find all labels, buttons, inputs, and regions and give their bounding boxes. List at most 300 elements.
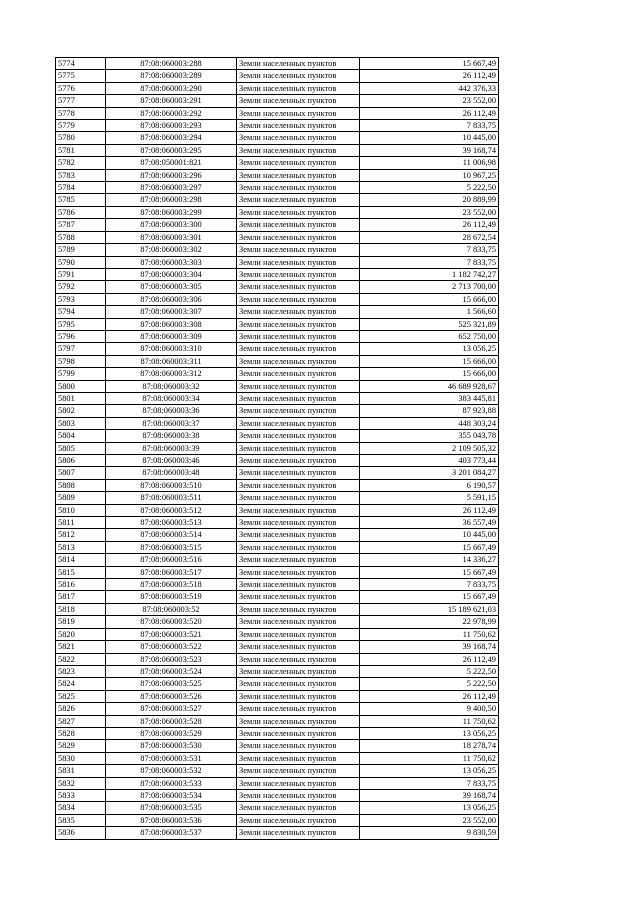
row-number-cell: 5810 <box>56 504 106 516</box>
cadastral-number-cell: 87:08:060003:520 <box>106 616 237 628</box>
cadastral-number-cell: 87:08:060003:526 <box>106 690 237 702</box>
table-row <box>56 616 499 628</box>
row-number-cell: 5807 <box>56 467 106 479</box>
land-category-cell: Земли населенных пунктов <box>237 169 360 181</box>
cadastral-value-cell: 448 303,24 <box>360 417 499 429</box>
land-category-cell: Земли населенных пунктов <box>237 653 360 665</box>
row-number-cell: 5803 <box>56 417 106 429</box>
cadastral-number-cell: 87:08:060003:310 <box>106 343 237 355</box>
row-number-cell: 5815 <box>56 566 106 578</box>
cadastral-number-cell: 87:08:060003:300 <box>106 219 237 231</box>
row-number-cell: 5821 <box>56 641 106 653</box>
table-row <box>56 678 499 690</box>
row-number-cell: 5830 <box>56 752 106 764</box>
cadastral-number-cell: 87:08:060003:515 <box>106 541 237 553</box>
row-number-cell: 5829 <box>56 740 106 752</box>
land-category-cell: Земли населенных пунктов <box>237 455 360 467</box>
cadastral-number-cell: 87:08:060003:36 <box>106 405 237 417</box>
land-category-cell: Земли населенных пунктов <box>237 504 360 516</box>
land-category-cell: Земли населенных пунктов <box>237 814 360 826</box>
row-number-cell: 5799 <box>56 368 106 380</box>
table-row <box>56 641 499 653</box>
land-category-cell: Земли населенных пунктов <box>237 467 360 479</box>
cadastral-value-cell: 15 667,49 <box>360 591 499 603</box>
row-number-cell: 5802 <box>56 405 106 417</box>
cadastral-number-cell: 87:08:060003:295 <box>106 144 237 156</box>
cadastral-number-cell: 87:08:060003:312 <box>106 368 237 380</box>
row-number-cell: 5813 <box>56 541 106 553</box>
row-number-cell: 5817 <box>56 591 106 603</box>
table-row <box>56 740 499 752</box>
cadastral-number-cell: 87:08:060003:299 <box>106 206 237 218</box>
table-row <box>56 330 499 342</box>
row-number-cell: 5785 <box>56 194 106 206</box>
table-row <box>56 132 499 144</box>
cadastral-number-cell: 87:08:060003:517 <box>106 566 237 578</box>
cadastral-value-cell: 7 833,75 <box>360 579 499 591</box>
cadastral-number-cell: 87:08:060003:510 <box>106 479 237 491</box>
cadastral-number-cell: 87:08:060003:291 <box>106 95 237 107</box>
cadastral-value-cell: 1 182 742,27 <box>360 268 499 280</box>
cadastral-number-cell: 87:08:060003:534 <box>106 789 237 801</box>
table-row <box>56 504 499 516</box>
cadastral-value-cell: 652 750,00 <box>360 330 499 342</box>
land-category-cell: Земли населенных пунктов <box>237 789 360 801</box>
land-category-cell: Земли населенных пунктов <box>237 306 360 318</box>
land-category-cell: Земли населенных пунктов <box>237 219 360 231</box>
row-number-cell: 5823 <box>56 665 106 677</box>
cadastral-value-cell: 383 445,81 <box>360 392 499 404</box>
cadastral-value-cell: 13 056,25 <box>360 343 499 355</box>
land-category-cell: Земли населенных пунктов <box>237 616 360 628</box>
cadastral-value-cell: 5 591,15 <box>360 492 499 504</box>
cadastral-value-cell: 36 557,49 <box>360 517 499 529</box>
land-category-cell: Земли населенных пунктов <box>237 566 360 578</box>
row-number-cell: 5809 <box>56 492 106 504</box>
table-row <box>56 479 499 491</box>
table-row <box>56 182 499 194</box>
land-category-cell: Земли населенных пунктов <box>237 827 360 839</box>
cadastral-value-cell: 13 056,25 <box>360 727 499 739</box>
row-number-cell: 5833 <box>56 789 106 801</box>
cadastral-number-cell: 87:08:060003:531 <box>106 752 237 764</box>
row-number-cell: 5824 <box>56 678 106 690</box>
land-category-cell: Земли населенных пунктов <box>237 579 360 591</box>
cadastral-number-cell: 87:08:060003:516 <box>106 554 237 566</box>
land-category-cell: Земли населенных пунктов <box>237 727 360 739</box>
table-row <box>56 355 499 367</box>
row-number-cell: 5836 <box>56 827 106 839</box>
land-category-cell: Земли населенных пунктов <box>237 541 360 553</box>
cadastral-value-cell: 46 689 928,67 <box>360 380 499 392</box>
cadastral-value-cell: 3 201 084,27 <box>360 467 499 479</box>
cadastral-number-cell: 87:08:060003:289 <box>106 70 237 82</box>
table-row <box>56 529 499 541</box>
row-number-cell: 5832 <box>56 777 106 789</box>
table-row <box>56 814 499 826</box>
row-number-cell: 5781 <box>56 144 106 156</box>
table-row <box>56 293 499 305</box>
row-number-cell: 5797 <box>56 343 106 355</box>
cadastral-number-cell: 87:08:060003:305 <box>106 281 237 293</box>
cadastral-value-cell: 10 445,00 <box>360 132 499 144</box>
cadastral-number-cell: 87:08:060003:37 <box>106 417 237 429</box>
row-number-cell: 5820 <box>56 628 106 640</box>
cadastral-number-cell: 87:08:060003:294 <box>106 132 237 144</box>
land-category-cell: Земли населенных пунктов <box>237 628 360 640</box>
cadastral-number-cell: 87:08:050001:821 <box>106 157 237 169</box>
table-row <box>56 244 499 256</box>
row-number-cell: 5816 <box>56 579 106 591</box>
row-number-cell: 5818 <box>56 603 106 615</box>
land-category-cell: Земли населенных пунктов <box>237 591 360 603</box>
row-number-cell: 5796 <box>56 330 106 342</box>
land-category-cell: Земли населенных пунктов <box>237 82 360 94</box>
land-category-cell: Земли населенных пунктов <box>237 752 360 764</box>
land-category-cell: Земли населенных пунктов <box>237 690 360 702</box>
cadastral-value-cell: 5 222,50 <box>360 665 499 677</box>
cadastral-value-cell: 15 666,00 <box>360 368 499 380</box>
cadastral-value-cell: 11 750,62 <box>360 752 499 764</box>
cadastral-number-cell: 87:08:060003:523 <box>106 653 237 665</box>
cadastral-value-cell: 10 445,00 <box>360 529 499 541</box>
cadastral-number-cell: 87:08:060003:290 <box>106 82 237 94</box>
cadastral-number-cell: 87:08:060003:301 <box>106 231 237 243</box>
land-category-cell: Земли населенных пунктов <box>237 157 360 169</box>
table-row <box>56 343 499 355</box>
table-row <box>56 492 499 504</box>
land-category-cell: Земли населенных пунктов <box>237 231 360 243</box>
land-category-cell: Земли населенных пунктов <box>237 678 360 690</box>
cadastral-value-cell: 10 967,25 <box>360 169 499 181</box>
row-number-cell: 5822 <box>56 653 106 665</box>
cadastral-value-cell: 23 552,00 <box>360 814 499 826</box>
cadastral-value-cell: 22 978,99 <box>360 616 499 628</box>
row-number-cell: 5812 <box>56 529 106 541</box>
row-number-cell: 5786 <box>56 206 106 218</box>
row-number-cell: 5778 <box>56 107 106 119</box>
cadastral-number-cell: 87:08:060003:518 <box>106 579 237 591</box>
cadastral-value-cell: 525 321,89 <box>360 318 499 330</box>
row-number-cell: 5789 <box>56 244 106 256</box>
table-row <box>56 219 499 231</box>
cadastral-number-cell: 87:08:060003:537 <box>106 827 237 839</box>
cadastral-value-cell: 11 750,62 <box>360 715 499 727</box>
cadastral-value-cell: 1 566,60 <box>360 306 499 318</box>
row-number-cell: 5834 <box>56 802 106 814</box>
cadastral-number-cell: 87:08:060003:528 <box>106 715 237 727</box>
land-category-cell: Земли населенных пунктов <box>237 392 360 404</box>
table-row <box>56 392 499 404</box>
cadastral-value-cell: 23 552,00 <box>360 206 499 218</box>
row-number-cell: 5835 <box>56 814 106 826</box>
row-number-cell: 5779 <box>56 120 106 132</box>
row-number-cell: 5775 <box>56 70 106 82</box>
table-row <box>56 194 499 206</box>
cadastral-value-cell: 20 889,99 <box>360 194 499 206</box>
row-number-cell: 5783 <box>56 169 106 181</box>
land-category-cell: Земли населенных пунктов <box>237 95 360 107</box>
table-row <box>56 82 499 94</box>
land-category-cell: Земли населенных пунктов <box>237 492 360 504</box>
table-row <box>56 368 499 380</box>
table-row <box>56 827 499 839</box>
land-category-cell: Земли населенных пунктов <box>237 318 360 330</box>
cadastral-number-cell: 87:08:060003:306 <box>106 293 237 305</box>
table-row <box>56 157 499 169</box>
table-row <box>56 405 499 417</box>
cadastral-value-cell: 9 400,50 <box>360 703 499 715</box>
cadastral-number-cell: 87:08:060003:302 <box>106 244 237 256</box>
land-category-cell: Земли населенных пунктов <box>237 765 360 777</box>
cadastral-number-cell: 87:08:060003:309 <box>106 330 237 342</box>
table-row <box>56 467 499 479</box>
row-number-cell: 5825 <box>56 690 106 702</box>
table-row <box>56 70 499 82</box>
table-row <box>56 417 499 429</box>
row-number-cell: 5792 <box>56 281 106 293</box>
row-number-cell: 5774 <box>56 58 106 70</box>
row-number-cell: 5826 <box>56 703 106 715</box>
land-category-cell: Земли населенных пунктов <box>237 715 360 727</box>
cadastral-number-cell: 87:08:060003:513 <box>106 517 237 529</box>
table-row <box>56 628 499 640</box>
table-row <box>56 752 499 764</box>
cadastral-value-cell: 39 168,74 <box>360 144 499 156</box>
row-number-cell: 5811 <box>56 517 106 529</box>
row-number-cell: 5819 <box>56 616 106 628</box>
land-category-cell: Земли населенных пунктов <box>237 740 360 752</box>
table-row <box>56 169 499 181</box>
cadastral-number-cell: 87:08:060003:512 <box>106 504 237 516</box>
cadastral-number-cell: 87:08:060003:48 <box>106 467 237 479</box>
table-row <box>56 306 499 318</box>
table-row <box>56 268 499 280</box>
table-row <box>56 95 499 107</box>
cadastral-value-cell: 9 830,59 <box>360 827 499 839</box>
land-category-cell: Земли населенных пунктов <box>237 281 360 293</box>
table-row <box>56 765 499 777</box>
row-number-cell: 5782 <box>56 157 106 169</box>
row-number-cell: 5814 <box>56 554 106 566</box>
cadastral-value-cell: 26 112,49 <box>360 107 499 119</box>
cadastral-value-cell: 26 112,49 <box>360 504 499 516</box>
cadastral-value-cell: 7 833,75 <box>360 777 499 789</box>
cadastral-value-cell: 26 112,49 <box>360 219 499 231</box>
table-row <box>56 690 499 702</box>
cadastral-number-cell: 87:08:060003:535 <box>106 802 237 814</box>
cadastral-value-cell: 26 112,49 <box>360 70 499 82</box>
cadastral-number-cell: 87:08:060003:522 <box>106 641 237 653</box>
row-number-cell: 5828 <box>56 727 106 739</box>
row-number-cell: 5791 <box>56 268 106 280</box>
cadastral-number-cell: 87:08:060003:519 <box>106 591 237 603</box>
table-row <box>56 653 499 665</box>
land-category-cell: Земли населенных пунктов <box>237 380 360 392</box>
land-category-cell: Земли населенных пунктов <box>237 430 360 442</box>
cadastral-value-cell: 18 278,74 <box>360 740 499 752</box>
cadastral-number-cell: 87:08:060003:521 <box>106 628 237 640</box>
cadastral-value-cell: 2 109 505,32 <box>360 442 499 454</box>
cadastral-value-cell: 2 713 700,00 <box>360 281 499 293</box>
table-row <box>56 455 499 467</box>
land-category-cell: Земли населенных пунктов <box>237 206 360 218</box>
land-category-cell: Земли населенных пунктов <box>237 517 360 529</box>
cadastral-value-cell: 13 056,25 <box>360 802 499 814</box>
row-number-cell: 5784 <box>56 182 106 194</box>
table-row <box>56 120 499 132</box>
land-category-cell: Земли населенных пунктов <box>237 442 360 454</box>
land-category-cell: Земли населенных пунктов <box>237 343 360 355</box>
row-number-cell: 5788 <box>56 231 106 243</box>
row-number-cell: 5805 <box>56 442 106 454</box>
cadastral-number-cell: 87:08:060003:311 <box>106 355 237 367</box>
cadastral-number-cell: 87:08:060003:298 <box>106 194 237 206</box>
cadastral-value-cell: 7 833,75 <box>360 256 499 268</box>
land-category-cell: Земли населенных пунктов <box>237 368 360 380</box>
table-row <box>56 318 499 330</box>
row-number-cell: 5808 <box>56 479 106 491</box>
land-category-cell: Земли населенных пунктов <box>237 777 360 789</box>
cadastral-number-cell: 87:08:060003:529 <box>106 727 237 739</box>
table-row <box>56 802 499 814</box>
cadastral-number-cell: 87:08:060003:46 <box>106 455 237 467</box>
table-row <box>56 144 499 156</box>
cadastral-value-cell: 355 043,78 <box>360 430 499 442</box>
table-row <box>56 256 499 268</box>
table-row <box>56 107 499 119</box>
cadastral-value-cell: 11 750,62 <box>360 628 499 640</box>
land-category-cell: Земли населенных пунктов <box>237 268 360 280</box>
table-body <box>56 58 499 840</box>
cadastral-value-cell: 15 667,49 <box>360 541 499 553</box>
table-row <box>56 58 499 70</box>
row-number-cell: 5776 <box>56 82 106 94</box>
cadastral-number-cell: 87:08:060003:533 <box>106 777 237 789</box>
table-row <box>56 665 499 677</box>
row-number-cell: 5790 <box>56 256 106 268</box>
cadastral-value-cell: 15 667,49 <box>360 58 499 70</box>
table-row <box>56 430 499 442</box>
cadastral-value-cell: 26 112,49 <box>360 690 499 702</box>
row-number-cell: 5801 <box>56 392 106 404</box>
cadastral-number-cell: 87:08:060003:303 <box>106 256 237 268</box>
land-category-cell: Земли населенных пунктов <box>237 58 360 70</box>
cadastral-value-cell: 442 376,33 <box>360 82 499 94</box>
table-row <box>56 281 499 293</box>
cadastral-number-cell: 87:08:060003:525 <box>106 678 237 690</box>
row-number-cell: 5827 <box>56 715 106 727</box>
cadastral-value-cell: 15 667,49 <box>360 566 499 578</box>
table-row <box>56 591 499 603</box>
land-category-cell: Земли населенных пунктов <box>237 330 360 342</box>
cadastral-number-cell: 87:08:060003:39 <box>106 442 237 454</box>
row-number-cell: 5780 <box>56 132 106 144</box>
cadastral-value-cell: 14 336,27 <box>360 554 499 566</box>
table-row <box>56 727 499 739</box>
cadastral-number-cell: 87:08:060003:532 <box>106 765 237 777</box>
cadastral-value-cell: 5 222,50 <box>360 678 499 690</box>
table-row <box>56 703 499 715</box>
cadastral-value-cell: 15 666,00 <box>360 355 499 367</box>
cadastral-number-cell: 87:08:060003:511 <box>106 492 237 504</box>
table-row <box>56 442 499 454</box>
land-category-cell: Земли населенных пунктов <box>237 144 360 156</box>
table-row <box>56 566 499 578</box>
table-row <box>56 206 499 218</box>
cadastral-value-cell: 15 666,00 <box>360 293 499 305</box>
cadastral-number-cell: 87:08:060003:292 <box>106 107 237 119</box>
cadastral-value-cell: 39 168,74 <box>360 641 499 653</box>
land-category-cell: Земли населенных пунктов <box>237 256 360 268</box>
land-category-cell: Земли населенных пунктов <box>237 802 360 814</box>
cadastral-value-cell: 39 168,74 <box>360 789 499 801</box>
land-category-cell: Земли населенных пунктов <box>237 603 360 615</box>
cadastral-value-cell: 6 190,57 <box>360 479 499 491</box>
row-number-cell: 5800 <box>56 380 106 392</box>
table-row <box>56 554 499 566</box>
table-row <box>56 517 499 529</box>
table-row <box>56 231 499 243</box>
cadastral-number-cell: 87:08:060003:536 <box>106 814 237 826</box>
land-category-cell: Земли населенных пунктов <box>237 665 360 677</box>
row-number-cell: 5795 <box>56 318 106 330</box>
land-category-cell: Земли населенных пунктов <box>237 132 360 144</box>
table-row <box>56 777 499 789</box>
cadastral-number-cell: 87:08:060003:304 <box>106 268 237 280</box>
land-category-cell: Земли населенных пунктов <box>237 554 360 566</box>
table-row <box>56 541 499 553</box>
cadastral-value-cell: 87 923,88 <box>360 405 499 417</box>
cadastral-number-cell: 87:08:060003:524 <box>106 665 237 677</box>
cadastral-value-cell: 23 552,00 <box>360 95 499 107</box>
land-category-cell: Земли населенных пунктов <box>237 182 360 194</box>
cadastral-number-cell: 87:08:060003:38 <box>106 430 237 442</box>
cadastral-number-cell: 87:08:060003:293 <box>106 120 237 132</box>
cadastral-value-cell: 11 006,98 <box>360 157 499 169</box>
land-category-cell: Земли населенных пунктов <box>237 293 360 305</box>
cadastral-number-cell: 87:08:060003:297 <box>106 182 237 194</box>
land-category-cell: Земли населенных пунктов <box>237 355 360 367</box>
cadastral-value-cell: 13 056,25 <box>360 765 499 777</box>
land-category-cell: Земли населенных пунктов <box>237 417 360 429</box>
row-number-cell: 5787 <box>56 219 106 231</box>
table-row <box>56 603 499 615</box>
cadastral-value-cell: 7 833,75 <box>360 244 499 256</box>
land-category-cell: Земли населенных пунктов <box>237 70 360 82</box>
cadastral-value-table <box>55 57 499 840</box>
cadastral-value-cell: 28 672,54 <box>360 231 499 243</box>
land-category-cell: Земли населенных пунктов <box>237 703 360 715</box>
table-row <box>56 579 499 591</box>
land-category-cell: Земли населенных пунктов <box>237 120 360 132</box>
row-number-cell: 5806 <box>56 455 106 467</box>
cadastral-number-cell: 87:08:060003:514 <box>106 529 237 541</box>
cadastral-number-cell: 87:08:060003:530 <box>106 740 237 752</box>
land-category-cell: Земли населенных пунктов <box>237 529 360 541</box>
cadastral-number-cell: 87:08:060003:288 <box>106 58 237 70</box>
table-row <box>56 380 499 392</box>
cadastral-number-cell: 87:08:060003:527 <box>106 703 237 715</box>
cadastral-value-cell: 403 773,44 <box>360 455 499 467</box>
row-number-cell: 5804 <box>56 430 106 442</box>
cadastral-value-cell: 15 189 621,03 <box>360 603 499 615</box>
land-category-cell: Земли населенных пунктов <box>237 244 360 256</box>
row-number-cell: 5794 <box>56 306 106 318</box>
row-number-cell: 5831 <box>56 765 106 777</box>
cadastral-number-cell: 87:08:060003:307 <box>106 306 237 318</box>
land-category-cell: Земли населенных пунктов <box>237 107 360 119</box>
